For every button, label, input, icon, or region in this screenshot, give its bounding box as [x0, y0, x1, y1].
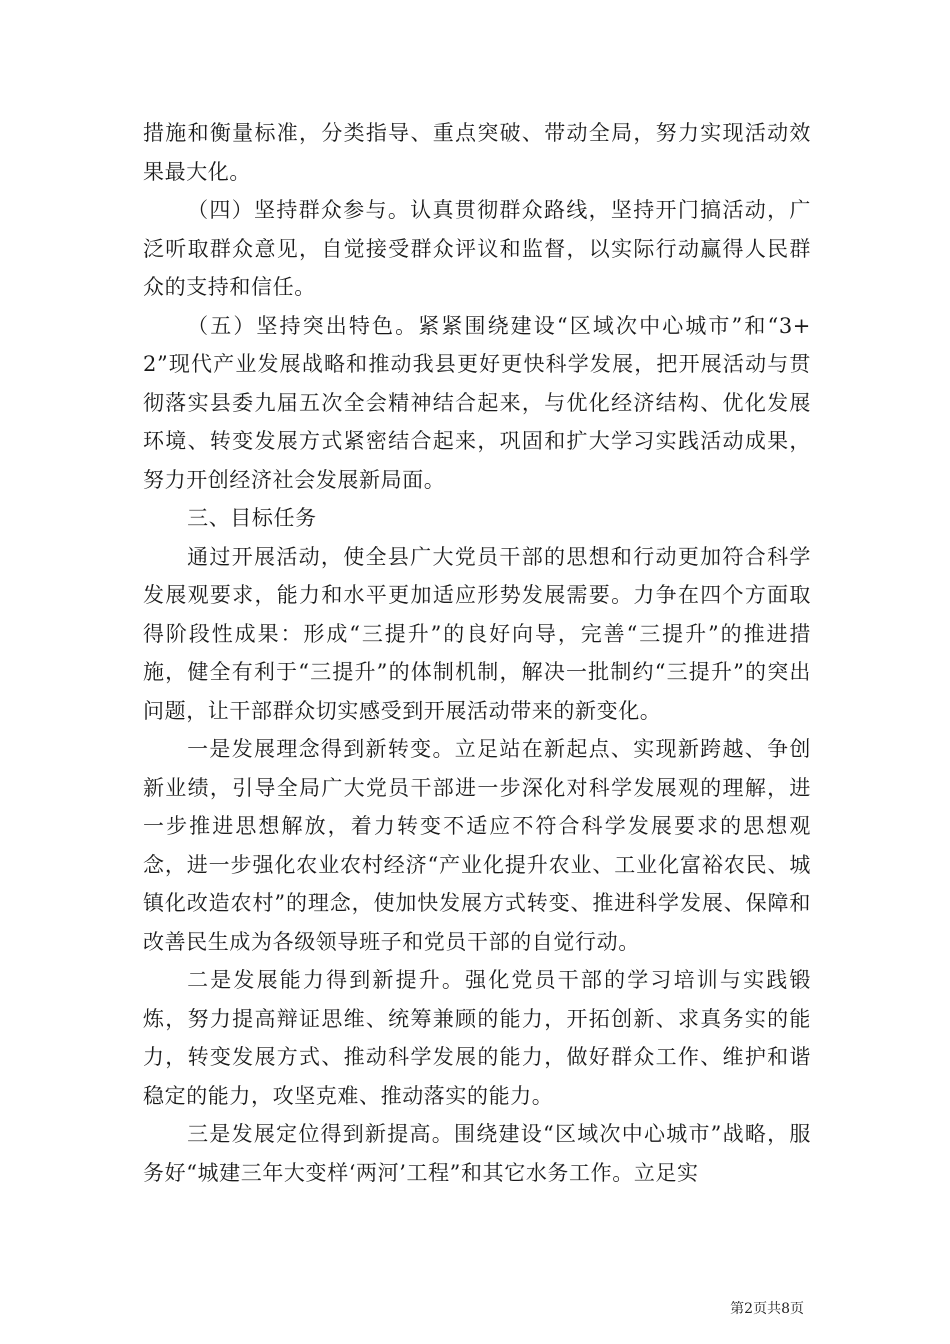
paragraph-section-five: （五）坚持突出特色。紧紧围绕建设“区域次中心城市”和“3+2”现代产业发展战略和推动我县更好更快科学发展，把开展活动与贯彻落实县委九届五次全会精神结合起来，与优化经济结构、优化发展环境、转变发展方式紧密结合起来，巩固和扩大学习实践活动成果，努力开创经济社会发展新局面。	[143, 313, 811, 492]
paragraph-goal-two: 二是发展能力得到新提升。强化党员干部的学习培训与实践锻炼，努力提高辩证思维、统筹兼顾的能力，开拓创新、求真务实的能力，转变发展方式、推动科学发展的能力，做好群众工作、维护和谐稳定的能力，攻坚克难、推动落实的能力。	[143, 968, 811, 1108]
paragraph-goals-intro: 通过开展活动，使全县广大党员干部的思想和行动更加符合科学发展观要求，能力和水平更加适应形势发展需要。力争在四个方面取得阶段性成果：形成“三提升”的良好向导，完善“三提升”的推进措施，健全有利于“三提升”的体制机制，解决一批制约“三提升”的突出问题，让干部群众切实感受到开展活动带来的新变化。	[143, 544, 811, 723]
paragraph-goal-one: 一是发展理念得到新转变。立足站在新起点、实现新跨越、争创新业绩，引导全局广大党员干部进一步深化对科学发展观的理解，进一步推进思想解放，着力转变不适应不符合科学发展要求的思想观念，进一步强化农业农村经济“产业化提升农业、工业化富裕农民、城镇化改造农村”的理念，使加快发展方式转变、推进科学发展、保障和改善民生成为各级领导班子和党员干部的自觉行动。	[143, 737, 811, 954]
page-number: 第2页共8页	[730, 1301, 804, 1317]
document-body	[143, 114, 811, 1192]
section-heading-goals: 三、目标任务	[187, 506, 317, 530]
paragraph-continuation: 措施和衡量标准，分类指导、重点突破、带动全局，努力实现活动效果最大化。	[143, 121, 811, 184]
paragraph-goal-three: 三是发展定位得到新提高。围绕建设“区域次中心城市”战略，服务好“城建三年大变样‘两河’工程”和其它水务工作。立足实	[143, 1122, 811, 1185]
paragraph-section-four: （四）坚持群众参与。认真贯彻群众路线，坚持开门搞活动，广泛听取群众意见，自觉接受群众评议和监督，以实际行动赢得人民群众的支持和信任。	[143, 198, 811, 299]
